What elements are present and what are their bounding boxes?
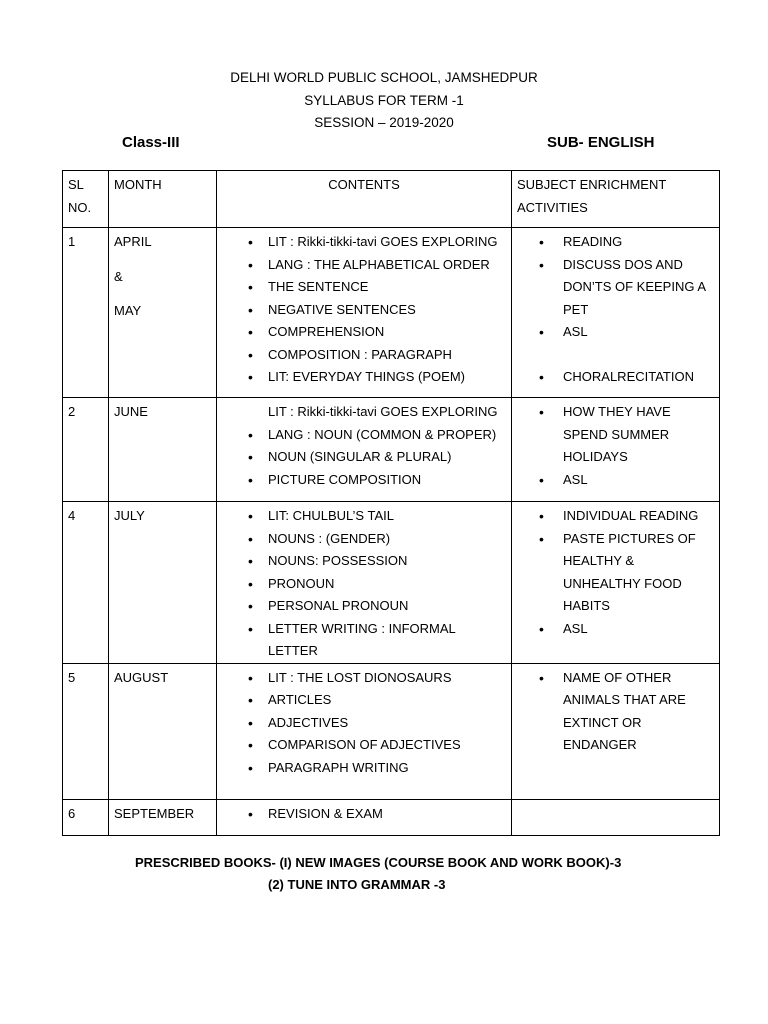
class-label: Class-III [122, 134, 180, 151]
prescribed-books-line-1: PRESCRIBED BOOKS- (I) NEW IMAGES (COURSE BOOK AND WORK BOOK)-3 [135, 855, 622, 870]
month-line: & [114, 268, 123, 284]
table-row [63, 799, 720, 835]
row-sl: 1 [63, 228, 109, 398]
list-item: • PASTE PICTURES OF HEALTHY & UNHEALTHY FOOD HABITS [517, 528, 714, 618]
list-item: • PICTURE COMPOSITION [222, 469, 506, 492]
table-row [63, 502, 720, 664]
row-contents [217, 502, 512, 664]
month-line: MAY [114, 303, 142, 318]
header-contents: CONTENTS [217, 171, 512, 228]
row-sl: 2 [63, 398, 109, 502]
list-item: • LIT: EVERYDAY THINGS (POEM) [222, 366, 506, 389]
list-item: • ASL [517, 469, 714, 492]
list-item: • CHORALRECITATION [517, 366, 714, 389]
row-month [109, 799, 217, 835]
list-item: • NOUNS : (GENDER) [222, 528, 506, 551]
list-item: • LIT : Rikki-tikki-tavi GOES EXPLORING [222, 231, 506, 254]
month-line: AUGUST [114, 669, 169, 685]
prescribed-books-line-2: (2) TUNE INTO GRAMMAR -3 [268, 877, 446, 892]
list-item: • LIT : THE LOST DIONOSAURS [222, 667, 506, 690]
row-activities [512, 398, 720, 502]
list-item: • INDIVIDUAL READING [517, 505, 714, 528]
list-item: • ASL [517, 618, 714, 641]
list-item: LIT : Rikki-tikki-tavi GOES EXPLORING [268, 404, 498, 419]
list-item: • NAME OF OTHER ANIMALS THAT ARE EXTINCT OR ENDANGER [517, 667, 714, 757]
row-sl: 6 [63, 799, 109, 835]
row-month [109, 228, 217, 398]
list-item: • PRONOUN [222, 573, 506, 596]
list-item: • LANG : NOUN (COMMON & PROPER) [222, 424, 506, 447]
school-name: DELHI WORLD PUBLIC SCHOOL, JAMSHEDPUR [230, 70, 538, 85]
session-label: SESSION – 2019-2020 [314, 115, 454, 130]
table-row [63, 663, 720, 799]
list-item: • ADJECTIVES [222, 712, 506, 735]
row-activities [512, 502, 720, 664]
row-month [109, 502, 217, 664]
syllabus-table [62, 170, 720, 836]
list-item: • DISCUSS DOS AND DON’TS OF KEEPING A PET [517, 254, 714, 322]
list-item: • ASL [517, 321, 714, 344]
list-item: • LETTER WRITING : INFORMAL LETTER [222, 618, 506, 663]
syllabus-title: SYLLABUS FOR TERM -1 [304, 93, 464, 108]
month-line: JUNE [114, 404, 148, 419]
row-contents [217, 663, 512, 799]
list-item: • REVISION & EXAM [222, 803, 506, 826]
month-line: SEPTEMBER [114, 805, 195, 821]
row-contents [217, 799, 512, 835]
list-item: • PERSONAL PRONOUN [222, 595, 506, 618]
list-item: • READING [517, 231, 714, 254]
row-activities [512, 663, 720, 799]
list-item: • HOW THEY HAVE SPEND SUMMER HOLIDAYS [517, 401, 714, 469]
list-item: • NOUNS: POSSESSION [222, 550, 506, 573]
row-contents [217, 398, 512, 502]
row-sl: 5 [63, 663, 109, 799]
row-month [109, 398, 217, 502]
row-sl: 4 [63, 502, 109, 664]
list-item: • LIT: CHULBUL’S TAIL [222, 505, 506, 528]
list-item: • COMPARISON OF ADJECTIVES [222, 734, 506, 757]
list-item: • COMPOSITION : PARAGRAPH [222, 344, 506, 367]
month-line: APRIL [114, 234, 152, 249]
row-contents [217, 228, 512, 398]
subject-label: SUB- ENGLISH [547, 134, 655, 151]
table-row [63, 228, 720, 398]
row-activities [512, 228, 720, 398]
list-item: • LANG : THE ALPHABETICAL ORDER [222, 254, 506, 277]
month-line: JULY [114, 508, 145, 523]
list-item: • COMPREHENSION [222, 321, 506, 344]
list-item: • THE SENTENCE [222, 276, 506, 299]
header-month: MONTH [109, 171, 217, 228]
header-activities: SUBJECT ENRICHMENT ACTIVITIES [512, 171, 720, 228]
table-header-row [63, 171, 720, 228]
row-activities [512, 799, 720, 835]
list-item: • ARTICLES [222, 689, 506, 712]
row-month [109, 663, 217, 799]
list-item: • PARAGRAPH WRITING [222, 757, 506, 780]
table-row [63, 398, 720, 502]
list-item: • NOUN (SINGULAR & PLURAL) [222, 446, 506, 469]
list-item: • NEGATIVE SENTENCES [222, 299, 506, 322]
header-sl: SL NO. [63, 171, 109, 228]
